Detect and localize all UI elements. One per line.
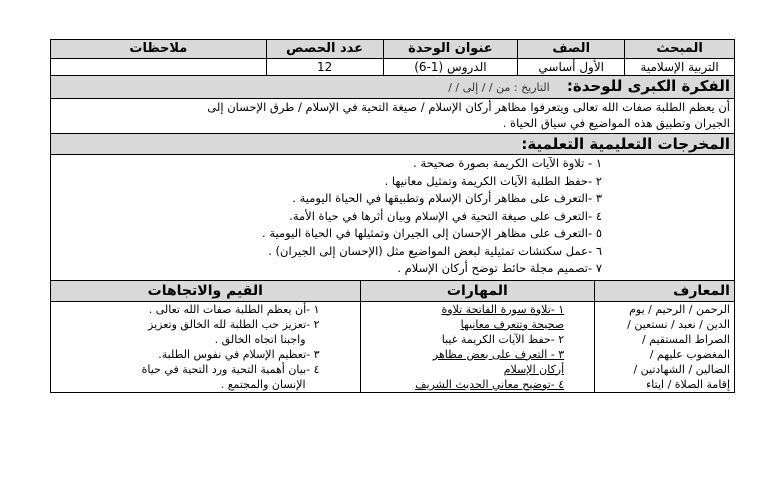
- values-cell: [51, 301, 361, 392]
- knowledge-line: الضالين / الشهادتين /: [633, 362, 730, 376]
- subject-value: التربية الإسلامية: [625, 59, 735, 76]
- skill-line: ١ -تلاوة سورة الفاتحة تلاوة: [441, 302, 565, 316]
- skills-title: المهارات: [360, 280, 595, 301]
- knowledge-line: الدين / نعبد / نستعين /: [627, 317, 730, 331]
- value-line: الإنسان والمجتمع .: [220, 377, 306, 391]
- header-table: [50, 39, 735, 76]
- value-line: ٤ -بيان أهمية التحية ورد التحية في حياة: [141, 362, 320, 376]
- skill-line: ٢ -حفظ الآيات الكريمة غيبا: [441, 332, 565, 346]
- outcomes-body: [51, 155, 735, 281]
- grade-label: الصف: [518, 40, 625, 59]
- values-title: القيم والاتجاهات: [51, 280, 361, 301]
- periods-label: عدد الحصص: [266, 40, 383, 59]
- grade-value: الأول أساسي: [518, 59, 625, 76]
- big-idea-line: الجيران وتطبيق هذه المواضيع في سياق الحياة .: [502, 116, 730, 130]
- notes-value: [51, 59, 267, 76]
- value-line: ٢ -تعزيز حب الطلبة لله الخالق وتعزيز: [148, 317, 320, 331]
- outcome-item: ٢ -حفظ الطلبة الآيات الكريمة وتمثيل معانيها .: [384, 173, 602, 188]
- outcomes-header: [51, 134, 735, 155]
- skill-line: أركان الإسلام: [503, 362, 565, 376]
- outcome-item: ٧ -تصميم مجلة حائط توضح أركان الإسلام .: [397, 261, 602, 275]
- outcome-item: ٣ -التعرف على مظاهر أركان الإسلام وتطبيقها في الحياة اليومية .: [292, 191, 602, 205]
- knowledge-line: الرحمن / الرحيم / يوم: [629, 302, 730, 316]
- outcome-item: ٥ -التعرف على مظاهر الإحسان إلى الجيران وتمثيلها في الحياة اليومية .: [262, 226, 602, 240]
- knowledge-line: الصراط المستقيم /: [641, 332, 730, 346]
- skill-line: ٣ - التعرف على بعض مظاهر: [432, 347, 565, 361]
- big-idea-table: [50, 75, 735, 281]
- value-line: ١ -أن يعظم الطلبة صفات الله تعالى .: [148, 302, 320, 316]
- skills-cell: [360, 301, 595, 392]
- notes-label: ملاحظات: [51, 40, 267, 59]
- value-line: واجبنا اتجاه الخالق .: [214, 332, 306, 346]
- knowledge-line: إقامة الصلاة / ايتاء: [646, 377, 730, 391]
- date-range: التاريخ : من / / إلى / /: [448, 81, 550, 94]
- big-idea-header: [51, 76, 735, 99]
- outcome-item: ٦ -عمل سكتشات تمثيلية لبعض المواضيع مثل (الإحسان إلى الجيران) .: [268, 243, 602, 258]
- outcome-item: ٤ -التعرف على صيغة التحية في الإسلام وبيان أثرها في حياة الأمة.: [289, 208, 602, 223]
- knowledge-title: المعارف: [595, 280, 735, 301]
- skill-line: ٤ -توضيح معاني الحديث الشريف: [415, 377, 565, 391]
- unit-value: الدروس (1-6): [383, 59, 518, 76]
- outcome-item: ١ - تلاوة الآيات الكريمة بصورة صحيحة .: [413, 156, 602, 170]
- unit-label: عنوان الوحدة: [383, 40, 518, 59]
- kvs-table: [50, 280, 735, 393]
- lesson-plan-page: [50, 39, 735, 500]
- knowledge-cell: [595, 301, 735, 392]
- big-idea-line: أن يعظم الطلبة صفات الله تعالى ويتعرفوا مظاهر أركان الإسلام / صيغة التحية في الإسلام / طرق الإحسان إلى: [207, 100, 730, 114]
- skill-line: صحيحة وتتعرف معانيها: [460, 317, 565, 331]
- subject-label: المبحث: [625, 40, 735, 59]
- periods-value: 12: [266, 59, 383, 76]
- value-line: ٣ -تعظيم الإسلام في نفوس الطلبة.: [158, 347, 320, 361]
- outcomes-title: المخرجات التعليمية التعلمية:: [521, 135, 730, 153]
- big-idea-body: [51, 99, 735, 134]
- knowledge-line: المغضوب عليهم /: [649, 347, 730, 361]
- big-idea-title: الفكرة الكبرى للوحدة:: [566, 77, 730, 95]
